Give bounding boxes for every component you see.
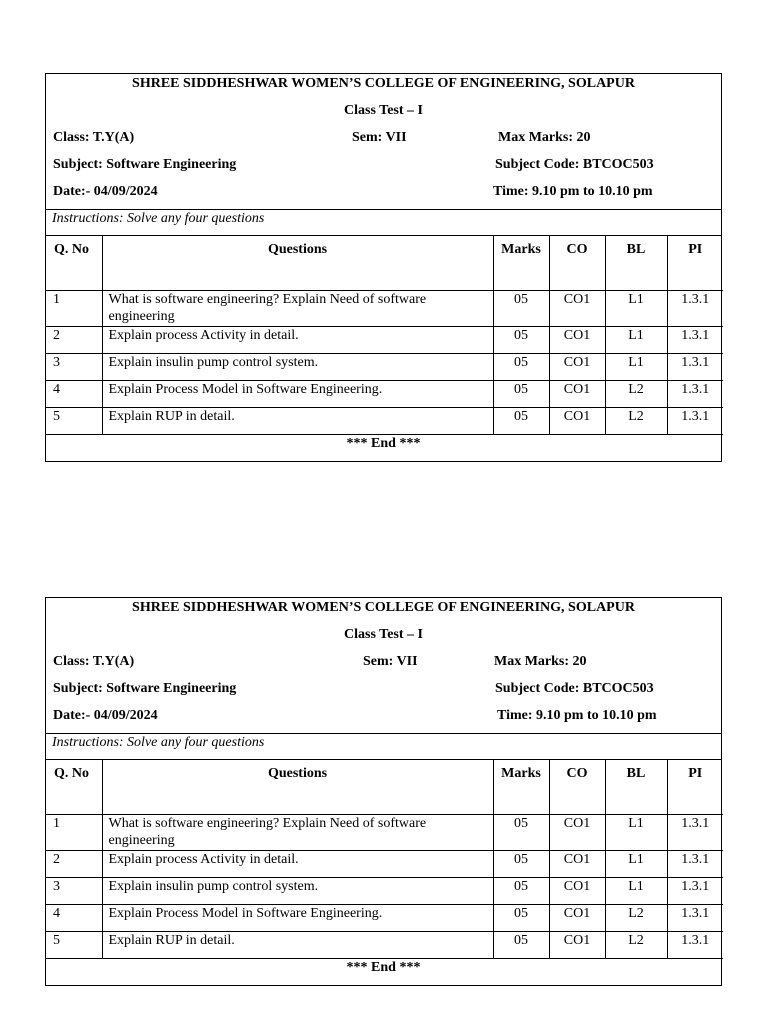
- question-pi: 1.3.1: [667, 408, 723, 435]
- max-marks-label: Max Marks: 20: [498, 130, 591, 145]
- question-bl: L1: [605, 878, 667, 905]
- question-number: 2: [46, 851, 102, 878]
- question-co: CO1: [549, 878, 605, 905]
- question-marks: 05: [493, 905, 549, 932]
- table-row: [46, 932, 723, 959]
- subject-code-label: Subject Code: BTCOC503: [495, 681, 654, 696]
- question-marks: 05: [493, 408, 549, 435]
- time-label: Time: 9.10 pm to 10.10 pm: [497, 708, 657, 723]
- table-row: [46, 815, 723, 851]
- instructions: Instructions: Solve any four questions: [46, 210, 721, 236]
- max-marks-label: Max Marks: 20: [494, 654, 587, 669]
- question-text: What is software engineering? Explain Need of software engineering: [102, 815, 493, 851]
- question-number: 3: [46, 878, 102, 905]
- question-marks: 05: [493, 878, 549, 905]
- col-header-questions: Questions: [102, 236, 493, 291]
- col-header-questions: Questions: [102, 760, 493, 815]
- table-row: [46, 381, 723, 408]
- question-marks: 05: [493, 815, 549, 851]
- subject-label: Subject: Software Engineering: [53, 681, 237, 696]
- col-header-pi: PI: [667, 236, 723, 291]
- question-bl: L1: [605, 851, 667, 878]
- question-co: CO1: [549, 932, 605, 959]
- col-header-qno: Q. No: [46, 236, 102, 291]
- question-text: Explain process Activity in detail.: [102, 851, 493, 878]
- question-number: 4: [46, 381, 102, 408]
- question-text: Explain insulin pump control system.: [102, 878, 493, 905]
- question-pi: 1.3.1: [667, 878, 723, 905]
- instructions: Instructions: Solve any four questions: [46, 734, 721, 760]
- table-row: [46, 354, 723, 381]
- question-bl: L2: [605, 905, 667, 932]
- question-pi: 1.3.1: [667, 354, 723, 381]
- col-header-marks: Marks: [493, 236, 549, 291]
- question-number: 5: [46, 932, 102, 959]
- question-marks: 05: [493, 932, 549, 959]
- question-pi: 1.3.1: [667, 851, 723, 878]
- question-marks: 05: [493, 354, 549, 381]
- table-row: [46, 327, 723, 354]
- question-paper: [45, 73, 722, 462]
- table-header-row: [46, 236, 723, 291]
- question-pi: 1.3.1: [667, 381, 723, 408]
- question-text: Explain insulin pump control system.: [102, 354, 493, 381]
- subject-code-label: Subject Code: BTCOC503: [495, 157, 654, 172]
- paper-header: [46, 74, 721, 210]
- question-co: CO1: [549, 291, 605, 327]
- question-bl: L2: [605, 932, 667, 959]
- subject-label: Subject: Software Engineering: [53, 157, 237, 172]
- question-number: 3: [46, 354, 102, 381]
- question-bl: L2: [605, 408, 667, 435]
- time-label: Time: 9.10 pm to 10.10 pm: [493, 184, 653, 199]
- question-paper: [45, 597, 722, 986]
- question-pi: 1.3.1: [667, 932, 723, 959]
- table-row: [46, 851, 723, 878]
- question-pi: 1.3.1: [667, 327, 723, 354]
- sem-label: Sem: VII: [363, 654, 418, 669]
- question-number: 2: [46, 327, 102, 354]
- question-text: Explain Process Model in Software Engineering.: [102, 381, 493, 408]
- question-pi: 1.3.1: [667, 291, 723, 327]
- table-row: [46, 878, 723, 905]
- questions-table: [46, 236, 723, 435]
- question-bl: L1: [605, 815, 667, 851]
- paper-header: [46, 598, 721, 734]
- question-text: Explain RUP in detail.: [102, 932, 493, 959]
- question-bl: L1: [605, 291, 667, 327]
- test-title: Class Test – I: [344, 103, 423, 118]
- date-label: Date:- 04/09/2024: [53, 708, 158, 723]
- college-name: SHREE SIDDHESHWAR WOMEN’S COLLEGE OF ENGINEERING, SOLAPUR: [132, 76, 635, 91]
- question-marks: 05: [493, 291, 549, 327]
- question-number: 1: [46, 815, 102, 851]
- question-text: What is software engineering? Explain Need of software engineering: [102, 291, 493, 327]
- col-header-bl: BL: [605, 760, 667, 815]
- class-label: Class: T.Y(A): [53, 654, 135, 669]
- question-co: CO1: [549, 381, 605, 408]
- col-header-pi: PI: [667, 760, 723, 815]
- question-pi: 1.3.1: [667, 815, 723, 851]
- question-text: Explain process Activity in detail.: [102, 327, 493, 354]
- question-bl: L1: [605, 327, 667, 354]
- question-number: 4: [46, 905, 102, 932]
- college-name: SHREE SIDDHESHWAR WOMEN’S COLLEGE OF ENGINEERING, SOLAPUR: [132, 600, 635, 615]
- col-header-bl: BL: [605, 236, 667, 291]
- test-title: Class Test – I: [344, 627, 423, 642]
- question-marks: 05: [493, 381, 549, 408]
- class-label: Class: T.Y(A): [53, 130, 135, 145]
- question-co: CO1: [549, 905, 605, 932]
- question-bl: L2: [605, 381, 667, 408]
- question-co: CO1: [549, 408, 605, 435]
- question-co: CO1: [549, 327, 605, 354]
- question-marks: 05: [493, 327, 549, 354]
- question-co: CO1: [549, 851, 605, 878]
- table-row: [46, 905, 723, 932]
- question-bl: L1: [605, 354, 667, 381]
- question-text: Explain Process Model in Software Engineering.: [102, 905, 493, 932]
- col-header-co: CO: [549, 236, 605, 291]
- question-number: 5: [46, 408, 102, 435]
- table-row: [46, 408, 723, 435]
- table-header-row: [46, 760, 723, 815]
- question-co: CO1: [549, 815, 605, 851]
- question-marks: 05: [493, 851, 549, 878]
- date-label: Date:- 04/09/2024: [53, 184, 158, 199]
- end-marker: *** End ***: [346, 436, 421, 451]
- question-text: Explain RUP in detail.: [102, 408, 493, 435]
- col-header-co: CO: [549, 760, 605, 815]
- end-marker: *** End ***: [346, 960, 421, 975]
- questions-table: [46, 760, 723, 959]
- table-row: [46, 291, 723, 327]
- question-co: CO1: [549, 354, 605, 381]
- question-number: 1: [46, 291, 102, 327]
- col-header-qno: Q. No: [46, 760, 102, 815]
- sem-label: Sem: VII: [352, 130, 407, 145]
- col-header-marks: Marks: [493, 760, 549, 815]
- question-pi: 1.3.1: [667, 905, 723, 932]
